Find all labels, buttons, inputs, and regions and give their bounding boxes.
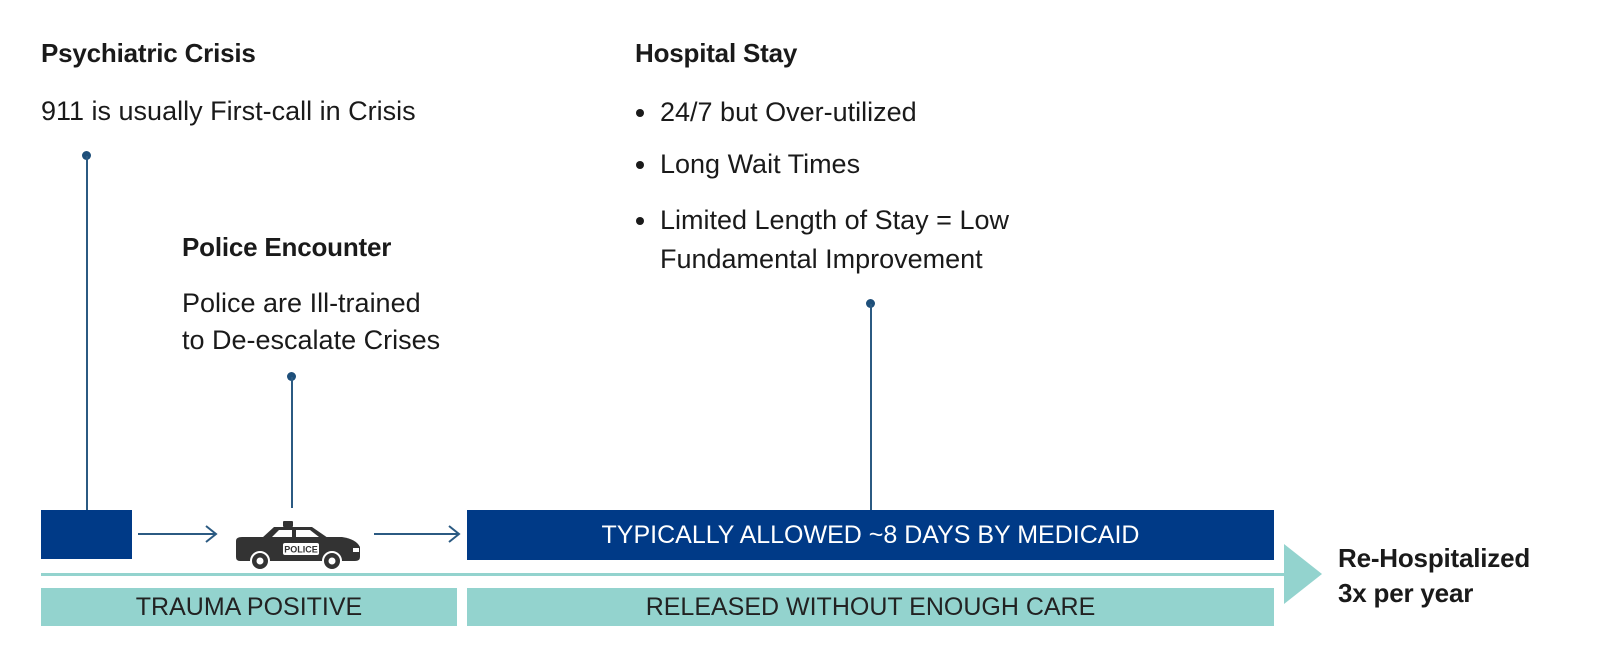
police-description-line1: Police are Ill-trained [182,288,421,318]
crisis-connector-line [86,156,88,511]
crisis-title: Psychiatric Crisis [41,38,256,68]
hospital-bullet: 24/7 but Over-utilized [634,93,1009,131]
arrow-right-icon [372,522,462,546]
police-description-line2: to De-escalate Crises [182,325,441,355]
released-bar [467,588,1274,626]
arrow-right-icon [136,522,220,546]
crisis-description: 911 is usually First-call in Crisis [41,96,416,126]
released-label: RELEASED WITHOUT ENOUGH CARE [645,592,1096,621]
crisis-block [41,510,132,559]
outcome-line1: Re-Hospitalized [1338,543,1531,573]
trauma-positive-bar [41,588,457,626]
outcome-line2: 3x per year [1338,578,1474,608]
hospital-bullet: Long Wait Times [634,145,1009,183]
hospital-connector-line [870,304,872,511]
police-car-icon [232,521,366,571]
police-title: Police Encounter [182,232,392,262]
timeline-line [41,573,1289,576]
hospital-bullet-list [634,93,1009,239]
hospital-bullet-continuation: Fundamental Improvement [660,244,983,274]
police-car-label: POLICE [284,544,318,555]
hospital-title: Hospital Stay [635,38,798,68]
hospital-duration-bar [467,510,1274,560]
hospital-bullet: Limited Length of Stay = Low [634,201,1009,239]
police-connector-line [291,377,293,508]
hospital-duration-label: TYPICALLY ALLOWED ~8 DAYS BY MEDICAID [601,520,1140,549]
trauma-positive-label: TRAUMA POSITIVE [135,592,363,621]
timeline-arrowhead-icon [1284,544,1324,604]
